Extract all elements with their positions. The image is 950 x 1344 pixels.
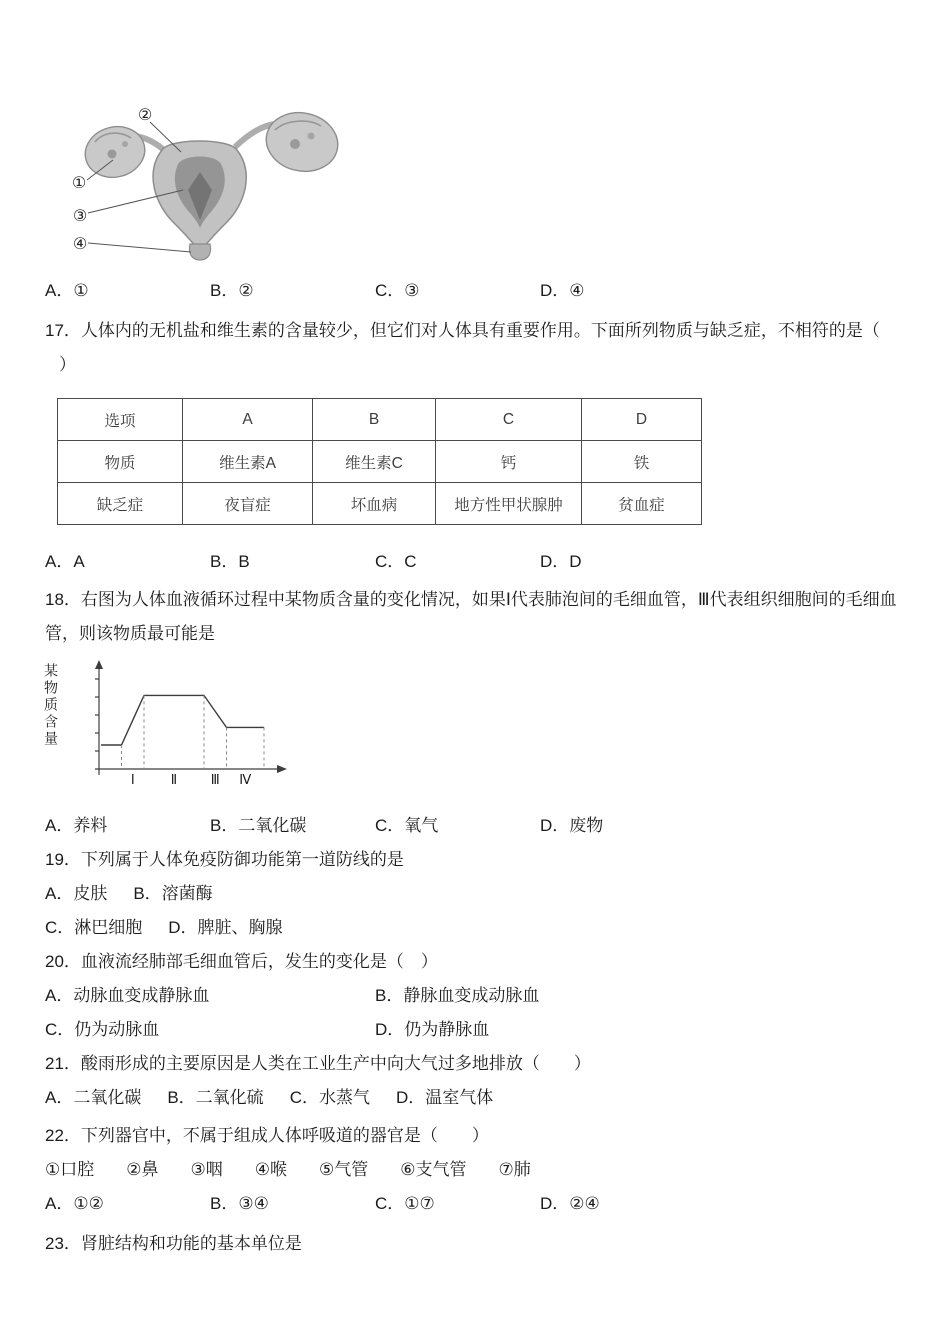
x-axis-region-label: Ⅰ — [130, 773, 135, 788]
q20-option-a: A．动脉血变成静脉血 — [45, 986, 210, 1005]
q20-option-b: B．静脉血变成动脉血 — [375, 986, 540, 1005]
q17-text-line1: 17．人体内的无机盐和维生素的含量较少，但它们对人体具有重要作用。下面所列物质与缺乏症，不相符的是（ — [45, 321, 880, 340]
right-ovary-illustration — [261, 106, 343, 178]
y-axis-arrow — [95, 660, 103, 669]
uterus-body-illustration — [153, 141, 246, 260]
q17-text-line2: ） — [59, 355, 76, 374]
q19-option-c: C．淋巴细胞 — [45, 918, 143, 937]
cervix-illustration — [189, 244, 210, 260]
table-cell: 维生素C — [313, 441, 436, 483]
q22-item-5: ⑤气管 — [319, 1160, 369, 1179]
question-21 — [45, 1047, 905, 1115]
q17-table-row-header — [58, 399, 702, 441]
q22-item-2: ②鼻 — [126, 1160, 159, 1179]
x-axis-region-label: Ⅱ — [170, 773, 178, 788]
uterus-diagram — [57, 92, 367, 262]
x-axis-region-label: Ⅲ — [210, 773, 220, 788]
q22-option-b: B．③④ — [210, 1194, 269, 1213]
table-cell: A — [183, 399, 313, 441]
q19-options-row1 — [45, 877, 905, 911]
q20-options-row1 — [45, 979, 905, 1013]
q18-chart-figure — [39, 657, 319, 809]
q18-option-a: A．养料 — [45, 816, 108, 835]
q17-table-row-substance — [58, 441, 702, 483]
q18-text-line1: 18．右图为人体血液循环过程中某物质含量的变化情况，如果Ⅰ代表肺泡间的毛细血管，Ⅲ代表组织细胞间的毛细血 — [45, 590, 897, 609]
q22-text: 22．下列器官中，不属于组成人体呼吸道的器官是（ ） — [45, 1126, 489, 1145]
q22-item-3: ③咽 — [190, 1160, 223, 1179]
figure-female-reproductive-system — [57, 92, 367, 262]
figure-label-4: ④ — [72, 234, 88, 253]
substance-content-curve — [101, 695, 264, 745]
question-17 — [45, 314, 905, 579]
q18-option-d: D．废物 — [540, 816, 604, 835]
q19-option-d: D．脾脏、胸腺 — [168, 918, 283, 937]
q21-option-c: C．水蒸气 — [289, 1088, 370, 1107]
q19-option-a: A．皮肤 — [45, 884, 108, 903]
table-cell: 地方性甲状腺肿 — [436, 483, 582, 525]
q20-option-d: D．仍为静脉血 — [375, 1020, 490, 1039]
q17-option-d: D．D — [540, 552, 582, 571]
q19-text: 19．下列属于人体免疫防御功能第一道防线的是 — [45, 850, 404, 869]
q18-line-chart — [61, 657, 296, 799]
q16-option-c: C．③ — [375, 281, 420, 300]
table-cell: 选项 — [58, 399, 183, 441]
q18-text-line2: 管，则该物质最可能是 — [45, 624, 215, 643]
question-18 — [45, 583, 905, 843]
q17-option-b: B．B — [210, 552, 250, 571]
table-cell: 贫血症 — [582, 483, 702, 525]
q17-options — [45, 545, 905, 579]
q22-option-c: C．①⑦ — [375, 1194, 435, 1213]
q21-options — [45, 1081, 905, 1115]
q21-option-a: A．二氧化碳 — [45, 1088, 142, 1107]
q22-item-1: ①口腔 — [45, 1160, 95, 1179]
table-cell: 维生素A — [183, 441, 313, 483]
table-cell: 缺乏症 — [58, 483, 183, 525]
question-23 — [45, 1227, 905, 1261]
q21-option-b: B．二氧化硫 — [167, 1088, 264, 1107]
q17-table-row-deficiency — [58, 483, 702, 525]
x-axis-region-label: Ⅳ — [239, 773, 252, 788]
q16-options — [45, 274, 905, 308]
q16-option-a: A．① — [45, 281, 89, 300]
q22-option-d: D．②④ — [540, 1194, 600, 1213]
table-cell: 夜盲症 — [183, 483, 313, 525]
q17-table — [57, 398, 702, 525]
q22-item-6: ⑥支气管 — [400, 1160, 467, 1179]
q22-items — [45, 1153, 905, 1187]
figure-label-1: ① — [71, 173, 87, 192]
q20-text: 20．血液流经肺部毛细血管后，发生的变化是（ ） — [45, 952, 438, 971]
q20-options-row2 — [45, 1013, 905, 1047]
question-20 — [45, 945, 905, 1047]
table-cell: D — [582, 399, 702, 441]
x-axis-arrow — [277, 765, 287, 773]
table-cell: 物质 — [58, 441, 183, 483]
q22-item-7: ⑦肺 — [498, 1160, 531, 1179]
table-cell: B — [313, 399, 436, 441]
q22-item-4: ④喉 — [254, 1160, 287, 1179]
table-cell: 坏血病 — [313, 483, 436, 525]
q17-option-a: A．A — [45, 552, 85, 571]
q19-option-b: B．溶菌酶 — [133, 884, 213, 903]
q18-option-b: B．二氧化碳 — [210, 816, 307, 835]
left-ovary-illustration — [80, 120, 150, 183]
q16-option-b: B．② — [210, 281, 254, 300]
q19-options-row2 — [45, 911, 905, 945]
y-axis-label: 某物质含量 — [43, 663, 59, 748]
leader-line-4 — [88, 243, 191, 252]
question-22 — [45, 1119, 905, 1221]
q23-text: 23．肾脏结构和功能的基本单位是 — [45, 1234, 302, 1253]
q20-option-c: C．仍为动脉血 — [45, 1020, 160, 1039]
q22-options — [45, 1187, 905, 1221]
q18-option-c: C．氧气 — [375, 816, 439, 835]
table-cell: 铁 — [582, 441, 702, 483]
q21-text: 21．酸雨形成的主要原因是人类在工业生产中向大气过多地排放（ ） — [45, 1054, 591, 1073]
q18-options — [45, 809, 905, 843]
table-cell: 钙 — [436, 441, 582, 483]
question-19 — [45, 843, 905, 945]
q22-option-a: A．①② — [45, 1194, 104, 1213]
table-cell: C — [436, 399, 582, 441]
q21-option-d: D．温室气体 — [395, 1088, 494, 1107]
figure-label-3: ③ — [72, 206, 88, 225]
q17-option-c: C．C — [375, 552, 417, 571]
q16-option-d: D．④ — [540, 281, 585, 300]
figure-label-2: ② — [137, 105, 153, 124]
